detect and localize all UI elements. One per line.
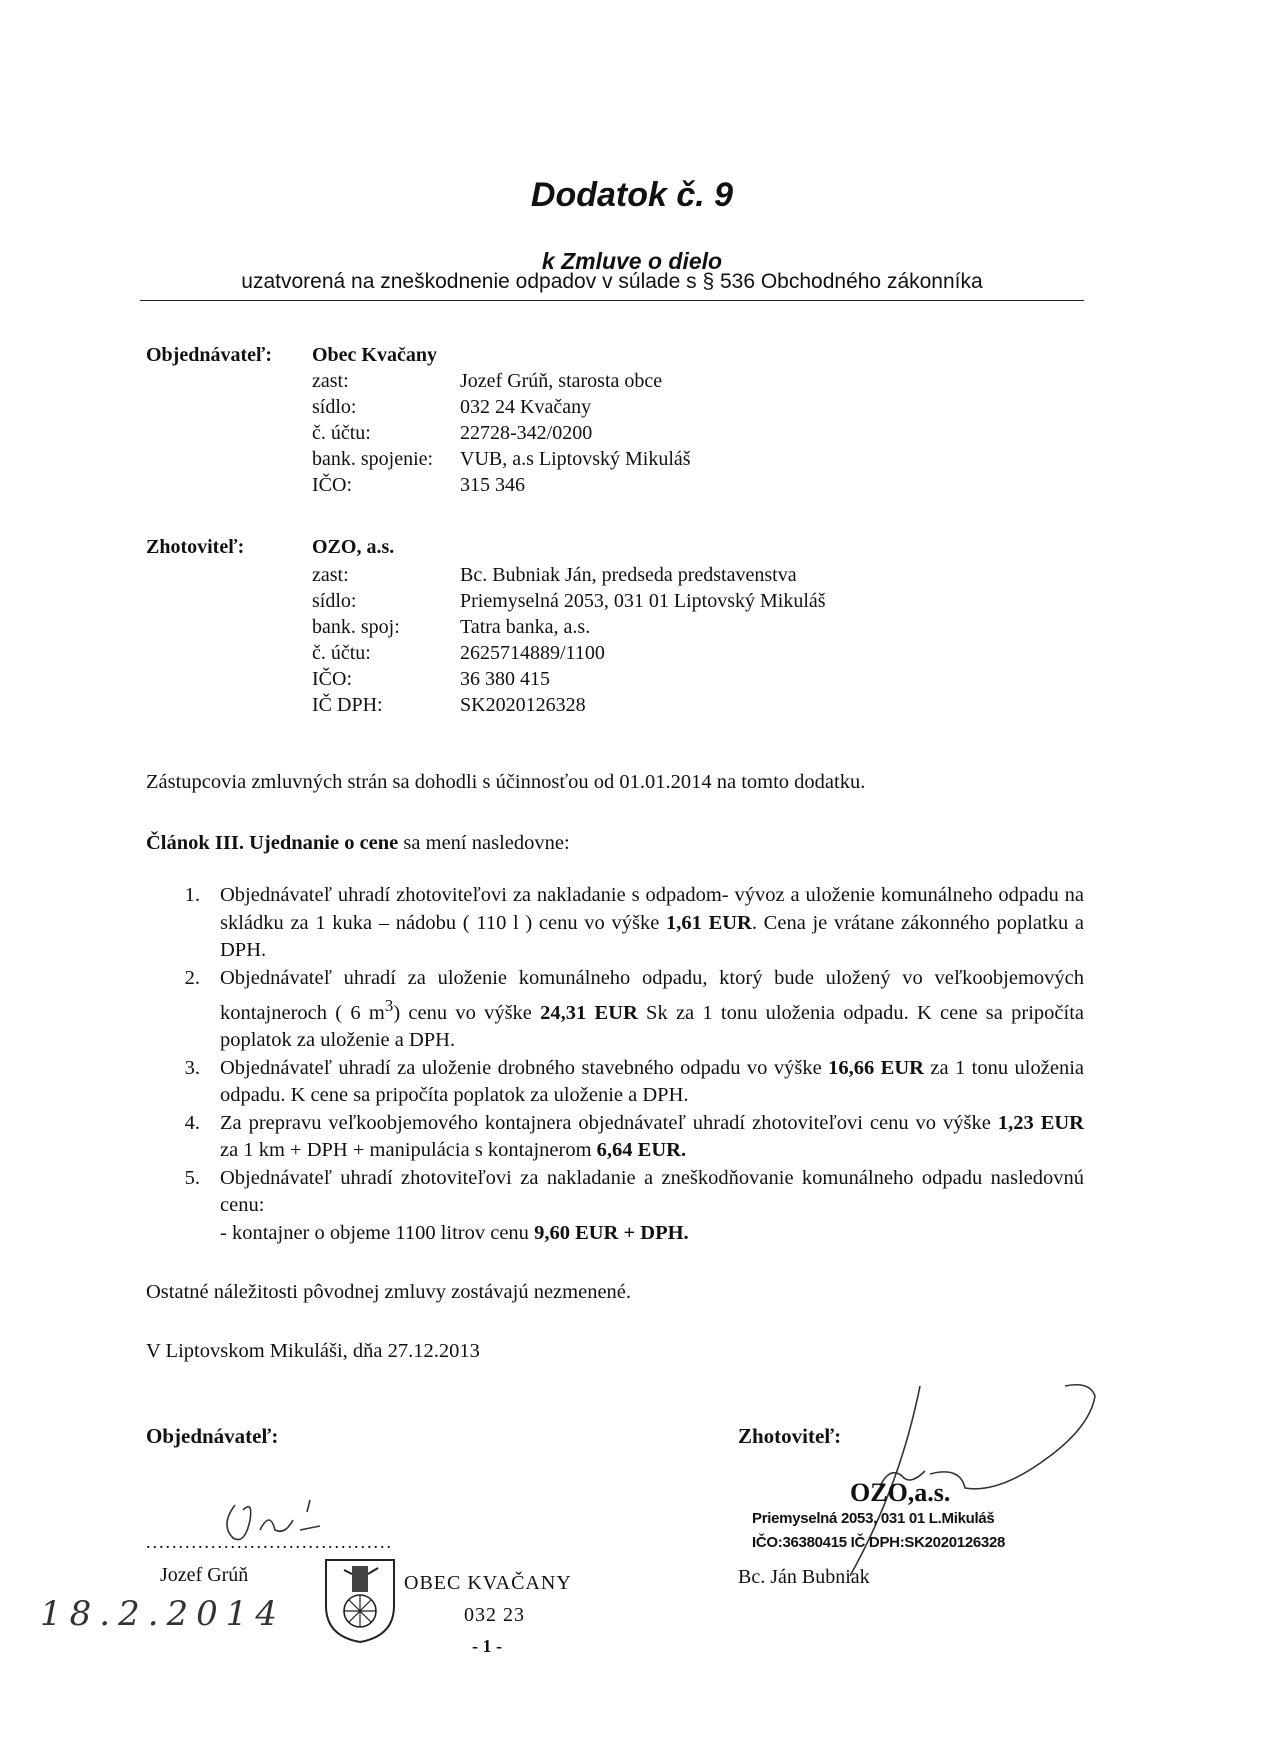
list-item-text — [220, 1055, 1084, 1110]
detail-row — [0, 614, 1264, 640]
list-item-number: 3. — [184, 1056, 200, 1079]
zhotovitel-details — [0, 562, 1264, 718]
list-item — [146, 1110, 1084, 1165]
item-text: za 1 tonu uloženia odpadu. K cene sa pripočíta poplatok za uloženie a DPH. — [220, 1056, 1084, 1107]
detail-row — [0, 394, 1264, 420]
stamp-obec-psc: 032 23 — [464, 1604, 525, 1626]
place-date: V Liptovskom Mikuláši, dňa 27.12.2013 — [146, 1340, 480, 1362]
detail-value: Bc. Bubniak Ján, predseda predstavenstva — [460, 564, 797, 586]
detail-key: IČO: — [312, 474, 352, 496]
objednavatel-label: Objednávateľ: — [146, 344, 273, 366]
stamp-ozo-address: Priemyselná 2053, 031 01 L.Mikuláš — [752, 1510, 995, 1527]
detail-row — [0, 472, 1264, 498]
item-text: 3 — [384, 996, 394, 1015]
detail-key: zast: — [312, 564, 349, 586]
price-value: 24,31 EUR — [540, 1001, 638, 1024]
detail-value: 36 380 415 — [460, 668, 550, 690]
detail-key: bank. spojenie: — [312, 448, 434, 470]
handwritten-date: 18.2.2014 — [40, 1594, 286, 1634]
coat-of-arms-icon — [322, 1556, 398, 1644]
zhotovitel-label: Zhotoviteľ: — [146, 536, 245, 558]
list-item-text — [220, 1165, 1084, 1248]
price-value: 9,60 EUR + DPH. — [534, 1221, 689, 1244]
detail-value: Jozef Grúň, starosta obce — [460, 370, 663, 392]
stamp-ozo-ids: IČO:36380415 IČ DPH:SK2020126328 — [752, 1534, 1006, 1551]
price-value: 1,61 EUR — [666, 911, 752, 934]
left-signer-name: Jozef Grúň — [160, 1564, 249, 1586]
list-item — [146, 965, 1084, 1055]
detail-value: Priemyselná 2053, 031 01 Liptovský Mikuláš — [460, 590, 826, 612]
objednavatel-name: Obec Kvačany — [312, 344, 437, 366]
detail-value: 22728-342/0200 — [460, 422, 593, 444]
document-title: Dodatok č. 9 — [530, 176, 734, 214]
article-heading-rest: sa mení nasledovne: — [398, 832, 570, 854]
detail-key: IČ DPH: — [312, 694, 383, 716]
list-item-number: 1. — [184, 884, 200, 906]
item-text: . Cena je vrátane zákonného poplatku a DPH. — [220, 911, 1084, 961]
detail-key: bank. spoj: — [312, 616, 400, 638]
list-item-text — [220, 965, 1084, 1055]
item-text: za 1 km + DPH + manipulácia s kontajnerom — [220, 1139, 597, 1162]
right-signer-name: Bc. Ján Bubniak — [738, 1566, 870, 1588]
item-text: - kontajner o objeme 1100 litrov cenu — [220, 1221, 535, 1244]
detail-key: č. účtu: — [312, 642, 371, 664]
closing-paragraph: Ostatné náležitosti pôvodnej zmluvy zostávajú nezmenené. — [146, 1281, 632, 1303]
page-number: - 1 - — [472, 1636, 502, 1656]
detail-row — [0, 562, 1264, 588]
list-item-text — [220, 1110, 1084, 1165]
detail-value: VUB, a.s Liptovský Mikuláš — [460, 448, 691, 470]
objednavatel-details — [0, 368, 1264, 498]
detail-key: č. účtu: — [312, 422, 371, 444]
detail-value: Tatra banka, a.s. — [460, 616, 591, 638]
detail-value: SK2020126328 — [460, 694, 586, 716]
detail-row — [0, 368, 1264, 394]
price-items-list — [146, 882, 1084, 1247]
list-item — [146, 882, 1084, 965]
detail-value: 032 24 Kvačany — [460, 396, 592, 418]
detail-key: sídlo: — [312, 590, 357, 612]
detail-row — [0, 692, 1264, 718]
item-text: ) cenu vo výške — [393, 1001, 541, 1024]
intro-paragraph: Zástupcovia zmluvných strán sa dohodli s účinnosťou od 01.01.2014 na tomto dodatku. — [146, 771, 866, 793]
list-item-text — [220, 882, 1084, 965]
document-subline: uzatvorená na zneškodnenie odpadov v súlade s § 536 Obchodného zákonníka — [140, 270, 1084, 301]
article-heading — [146, 832, 570, 855]
price-value: 16,66 EUR — [828, 1056, 924, 1079]
left-signature-dots: ...................................... — [146, 1532, 393, 1552]
detail-key: IČO: — [312, 668, 352, 690]
stamp-obec-name: OBEC KVAČANY — [404, 1572, 572, 1594]
detail-row — [0, 666, 1264, 692]
detail-key: zast: — [312, 370, 349, 392]
list-item — [146, 1055, 1084, 1110]
item-text: Objednávateľ uhradí za uloženie drobného stavebného odpadu vo výške — [220, 1056, 829, 1079]
list-item-number: 2. — [184, 966, 200, 989]
detail-value: 315 346 — [460, 474, 525, 496]
item-text: Objednávateľ uhradí zhotoviteľovi za nakladanie s odpadom- vývoz a uloženie komunálneho odpadu na skládku za 1 kuka – nádobu ( 110 l ) cenu vo výške — [220, 884, 1084, 934]
detail-row — [0, 446, 1264, 472]
stamp-ozo-name: OZO,a.s. — [850, 1478, 951, 1507]
price-value: 1,23 EUR — [997, 1111, 1084, 1134]
detail-key: sídlo: — [312, 396, 357, 418]
detail-row — [0, 588, 1264, 614]
document-subtitle: k Zmluve o dielo — [541, 248, 723, 274]
left-signature-label: Objednávateľ: — [146, 1424, 279, 1448]
item-text: Sk za 1 tonu uloženia odpadu. K cene sa pripočíta poplatok za uloženie a DPH. — [220, 1001, 1084, 1052]
right-signature-scribble — [790, 1376, 1120, 1586]
item-text: Objednávateľ uhradí zhotoviteľovi za nakladanie a zneškodňovanie komunálneho odpadu nasledovnú cenu: — [220, 1166, 1084, 1217]
list-item-number: 5. — [184, 1166, 200, 1189]
price-value: 6,64 EUR. — [596, 1139, 687, 1162]
list-item-subline — [220, 1220, 1084, 1248]
detail-value: 2625714889/1100 — [460, 642, 605, 664]
detail-row — [0, 420, 1264, 446]
right-signature-label: Zhotoviteľ: — [738, 1424, 842, 1448]
list-item — [146, 1165, 1084, 1248]
list-item-number: 4. — [184, 1111, 200, 1134]
detail-row — [0, 640, 1264, 666]
zhotovitel-name: OZO, a.s. — [312, 536, 395, 558]
item-text: Za prepravu veľkoobjemového kontajnera objednávateľ uhradí zhotoviteľovi cenu vo výške — [220, 1111, 998, 1134]
item-text: Objednávateľ uhradí za uloženie komunálneho odpadu, ktorý bude uložený vo veľkoobjemových kontajneroch ( 6 m — [220, 966, 1084, 1024]
article-heading-bold: Článok III. Ujednanie o cene — [146, 832, 399, 854]
